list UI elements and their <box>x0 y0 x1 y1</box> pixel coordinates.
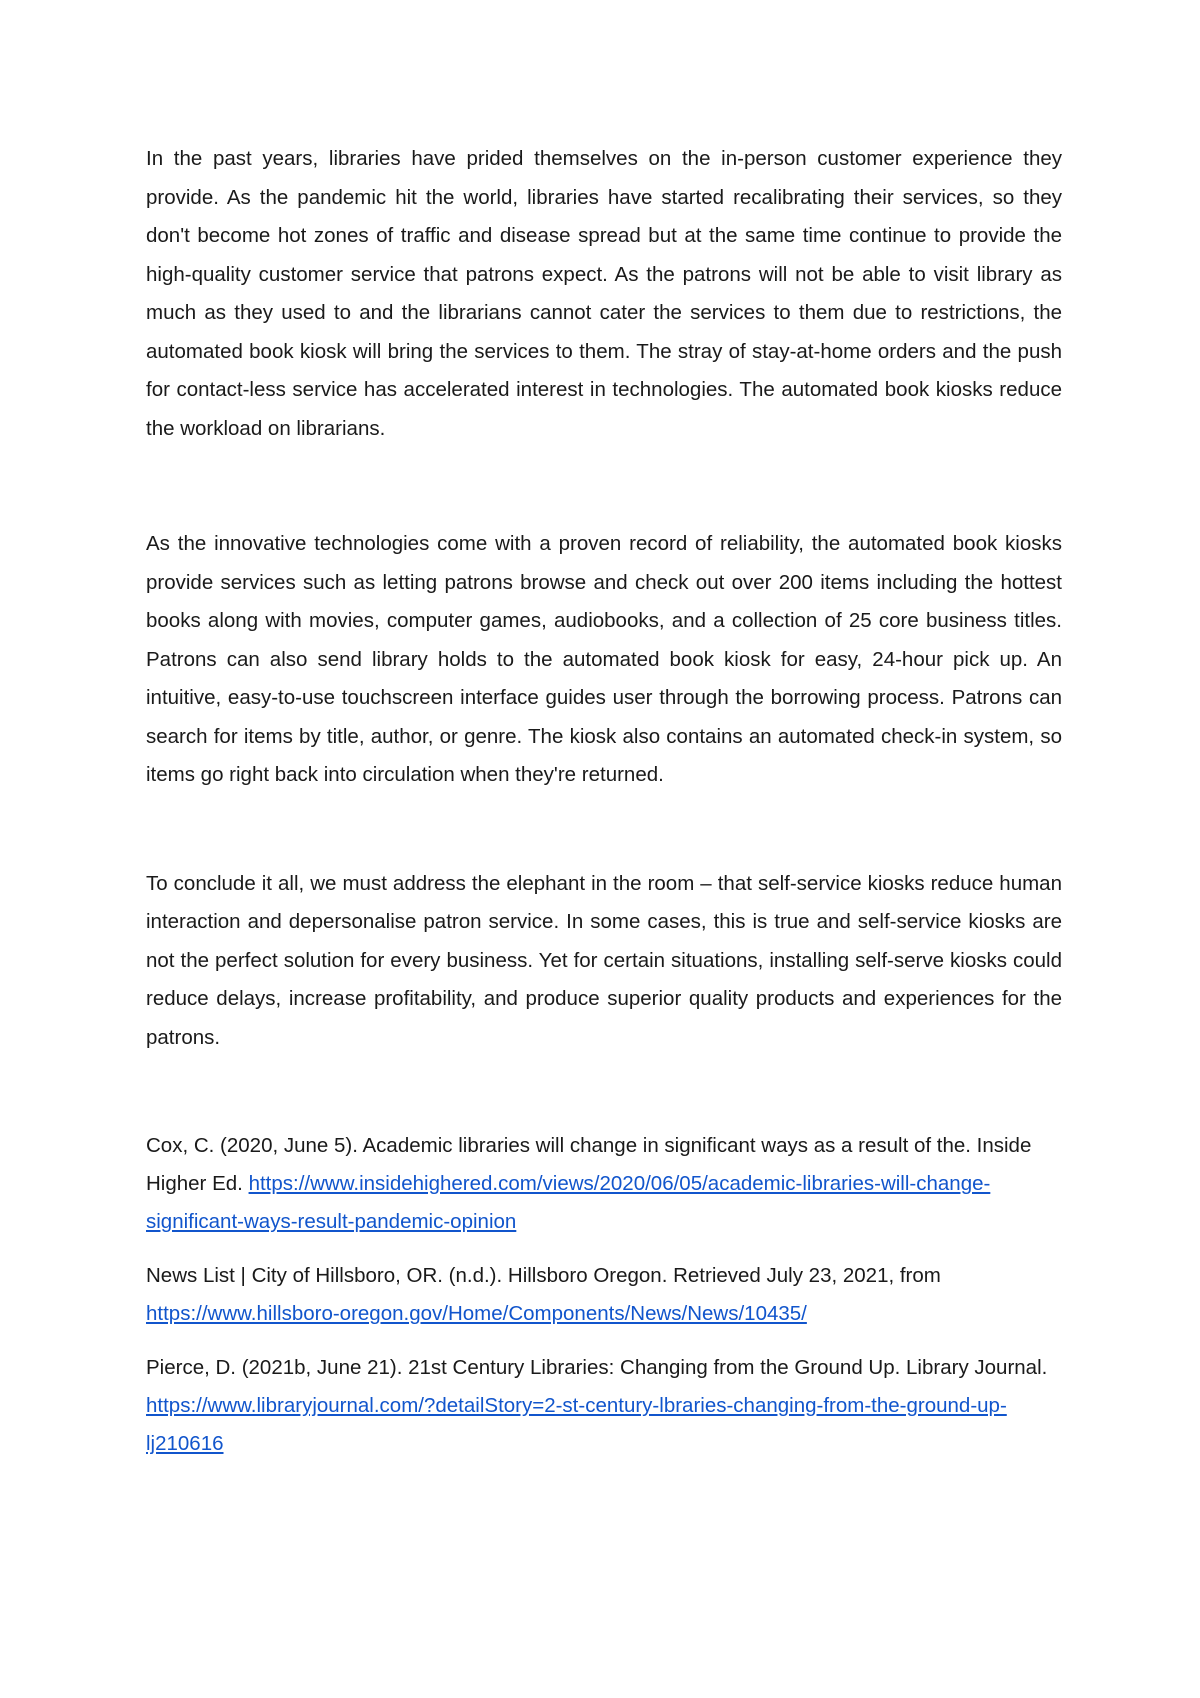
paragraph-spacer <box>146 795 1062 865</box>
reference-text: News List | City of Hillsboro, OR. (n.d.). Hillsboro Oregon. Retrieved July 23, 2021, from <box>146 1264 941 1287</box>
paragraph-spacer <box>146 448 1062 525</box>
reference-text: Pierce, D. (2021b, June 21). 21st Century Libraries: Changing from the Ground Up. Library Journal. <box>146 1356 1048 1379</box>
references-list <box>146 1127 1062 1463</box>
reference-pierce <box>146 1349 1062 1463</box>
reference-hillsboro <box>146 1257 1062 1333</box>
paragraph-intro: In the past years, libraries have prided themselves on the in-person customer experience they provide. As the pandemic hit the world, libraries have started recalibrating their services, so they don't become hot zones of traffic and disease spread but at the same time continue to provide the high-quality customer service that patrons expect. As the patrons will not be able to visit library as much as they used to and the librarians cannot cater the services to them due to restrictions, the automated book kiosk will bring the services to them. The stray of stay-at-home orders and the push for contact-less service has accelerated interest in technologies. The automated book kiosks reduce the workload on librarians. <box>146 147 1062 440</box>
reference-text: Cox, C. (2020, June 5). Academic libraries will change in significant ways as a result of the. Inside Higher Ed. <box>146 1134 1032 1195</box>
paragraph-spacer <box>146 1057 1062 1127</box>
reference-link[interactable]: https://www.libraryjournal.com/?detailStory=2-st-century-lbraries-changing-from-the-ground-up-lj210616 <box>146 1394 1007 1455</box>
reference-cox <box>146 1127 1062 1241</box>
document-body <box>146 140 1062 1479</box>
reference-link[interactable]: https://www.hillsboro-oregon.gov/Home/Components/News/News/10435/ <box>146 1302 807 1325</box>
reference-link[interactable]: https://www.insidehighered.com/views/2020/06/05/academic-libraries-will-change-significant-ways-result-pandemic-opinion <box>146 1172 991 1233</box>
paragraph-kiosk-services: As the innovative technologies come with a proven record of reliability, the automated book kiosks provide services such as letting patrons browse and check out over 200 items including the hottest books along with movies, computer games, audiobooks, and a collection of 25 core business titles. Patrons can also send library holds to the automated book kiosk for easy, 24-hour pick up. An intuitive, easy-to-use touchscreen interface guides user through the borrowing process. Patrons can search for items by title, author, or genre. The kiosk also contains an automated check-in system, so items go right back into circulation when they're returned. <box>146 532 1062 786</box>
paragraph-conclusion: To conclude it all, we must address the elephant in the room – that self-service kiosks reduce human interaction and depersonalise patron service. In some cases, this is true and self-service kiosks are not the perfect solution for every business. Yet for certain situations, installing self-serve kiosks could reduce delays, increase profitability, and produce superior quality products and experiences for the patrons. <box>146 871 1062 1049</box>
